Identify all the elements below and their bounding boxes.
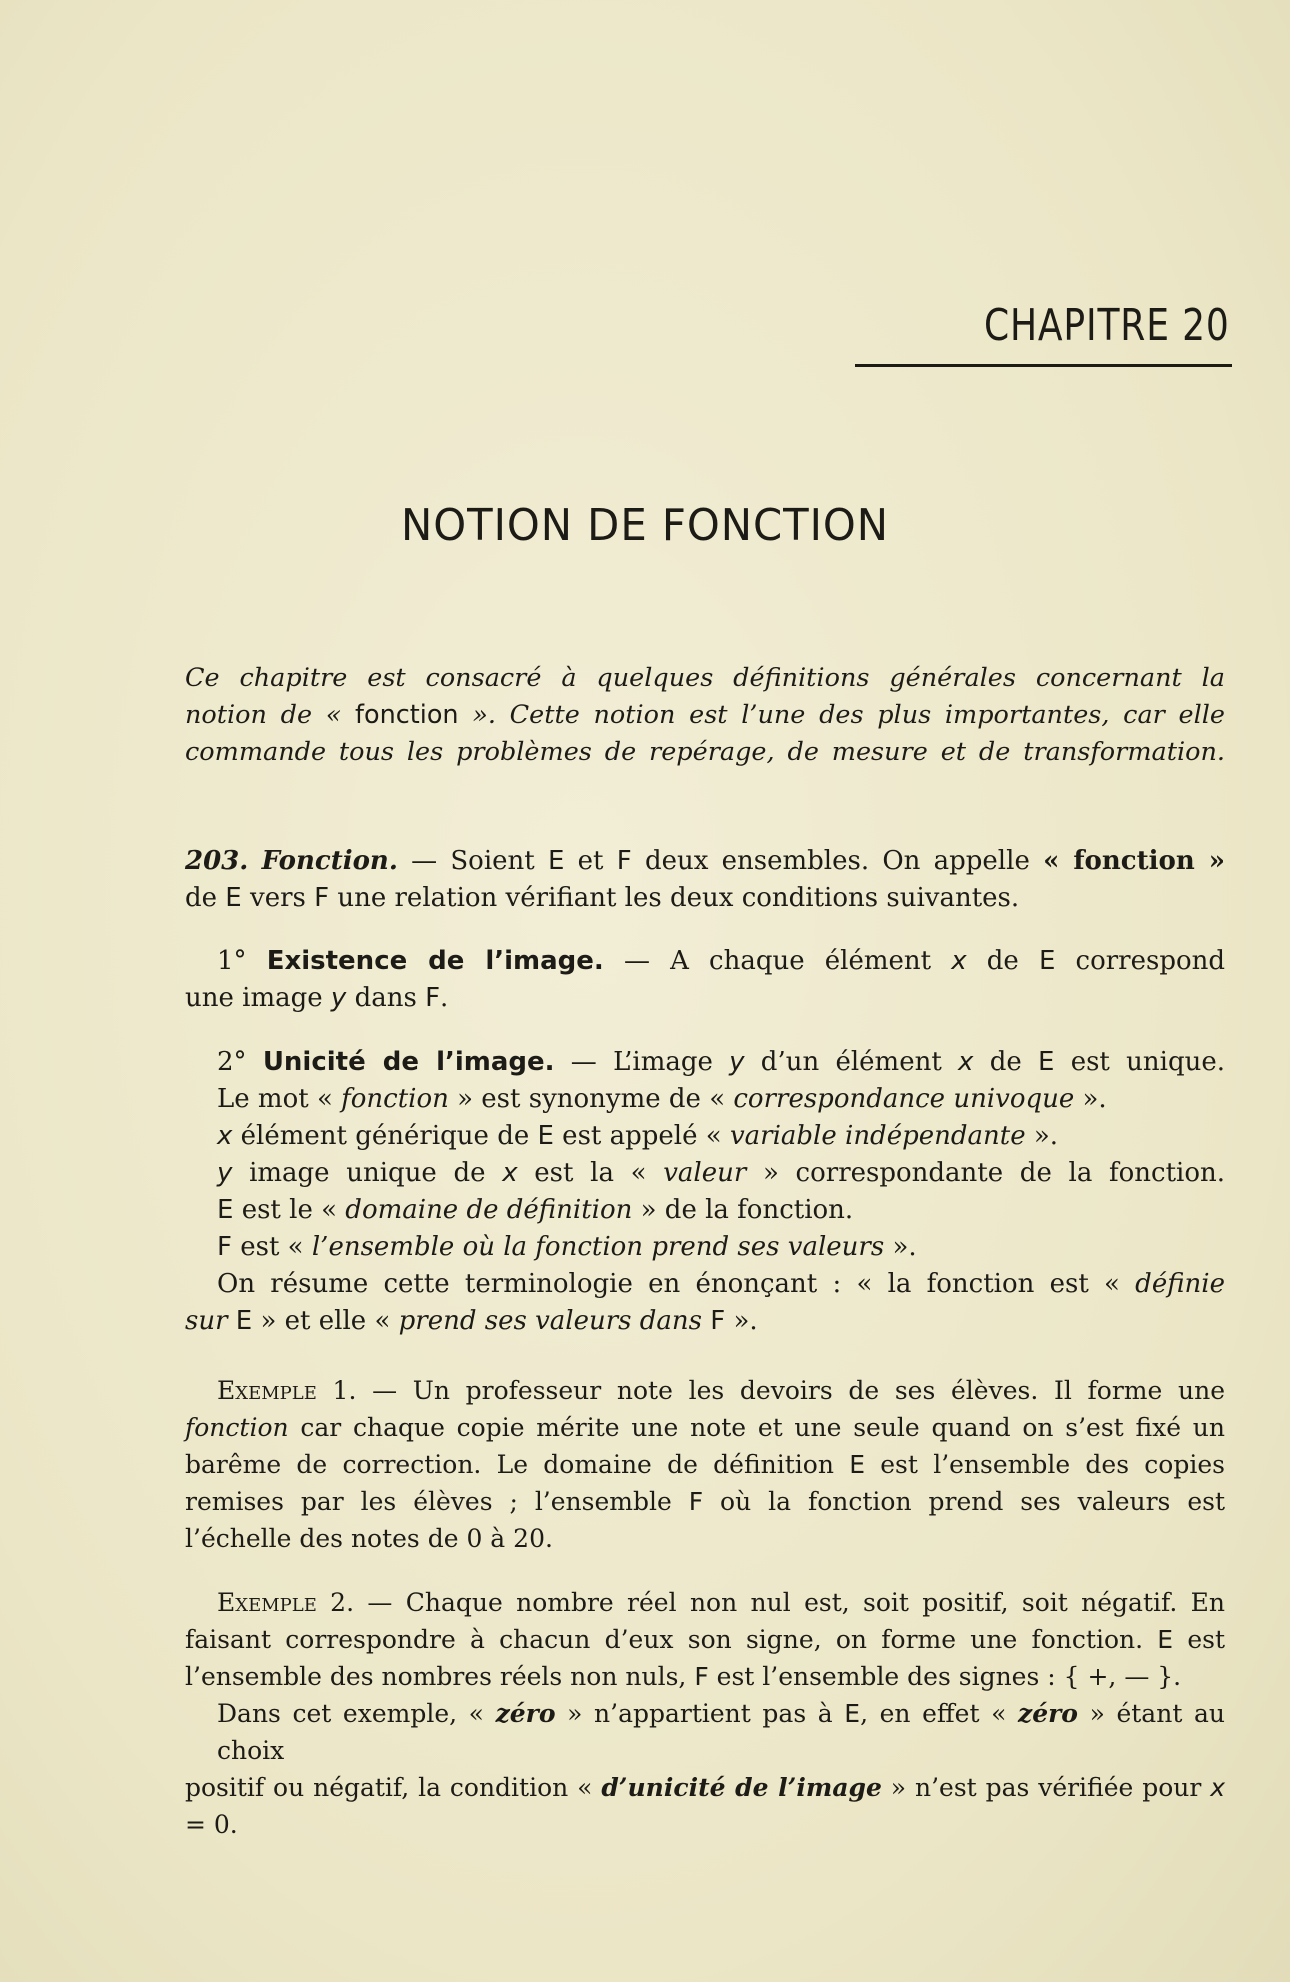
terminology-line [185, 1192, 1225, 1229]
condition-text: d’un élément [744, 1047, 959, 1077]
section-text: de [185, 883, 226, 913]
set-F: F [425, 983, 441, 1013]
example-text: est l’ensemble des signes : [708, 1662, 1064, 1691]
example-1 [185, 1372, 1225, 1557]
terminology-line [185, 1266, 1225, 1303]
set-F: F [616, 846, 632, 876]
chapter-title: NOTION DE FONCTION [401, 500, 889, 551]
example-1-line [185, 1446, 1225, 1483]
var-y: y [729, 1047, 745, 1077]
terminology-line [185, 1303, 1225, 1340]
section-203-line [185, 843, 1225, 880]
var-x: x [1210, 1773, 1225, 1802]
term-text: ». [1025, 1121, 1059, 1151]
term-word: valeur [663, 1158, 747, 1188]
example-label: Exemple 1. [217, 1376, 357, 1405]
example-2-line [185, 1584, 1225, 1621]
condition-number: 1° [217, 946, 247, 976]
condition-2 [185, 1044, 1225, 1340]
set-E: E [1157, 1625, 1174, 1654]
example-text: — Chaque nombre réel non nul est, soit positif, soit négatif. En [354, 1588, 1225, 1617]
example-text: » n’appartient pas à [555, 1699, 845, 1728]
example-text: barême de correction. Le domaine de définition [185, 1450, 850, 1479]
example-text: positif ou négatif, la condition « [185, 1773, 602, 1802]
term-word: sur [185, 1306, 228, 1336]
example-text: où la fonction prend ses valeurs est [703, 1487, 1225, 1516]
example-1-line [185, 1372, 1225, 1409]
section-heading: Fonction. [261, 846, 398, 876]
term-text: image unique de [232, 1158, 503, 1188]
example-2-line [185, 1769, 1225, 1843]
example-1-line: l’échelle des notes de 0 à 20. [185, 1524, 553, 1553]
example-text: = 0. [185, 1810, 238, 1839]
terminology-line [185, 1229, 1225, 1266]
condition-text: — L’image [554, 1047, 730, 1077]
term-word: prend ses valeurs dans [398, 1306, 702, 1336]
term-word: l’ensemble où la fonction prend ses valeurs [311, 1232, 885, 1262]
condition-1-line [185, 980, 1225, 1017]
term-text: ». [884, 1232, 917, 1262]
set-F: F [688, 1487, 704, 1516]
intro-paragraph [185, 660, 1225, 771]
term-text: Le mot « [217, 1084, 342, 1114]
condition-1 [185, 943, 1225, 1017]
section-203-line [185, 880, 1225, 917]
example-text: est [1173, 1625, 1225, 1654]
intro-line [185, 697, 1225, 734]
example-2 [185, 1584, 1225, 1843]
condition-title: Unicité de l’image. [262, 1047, 555, 1077]
example-text: — Un professeur note les devoirs de ses élèves. Il forme une [356, 1376, 1225, 1405]
chapter-label: CHAPITRE 20 [984, 300, 1230, 351]
condition-text: correspond [1055, 946, 1226, 976]
condition-title: Existence de l’image. [266, 946, 604, 976]
condition-text: de [966, 946, 1039, 976]
example-term: d’unicité de l’image [601, 1773, 882, 1802]
set-E: E [217, 1195, 234, 1225]
set-F: F [314, 883, 330, 913]
terminology-line [185, 1155, 1225, 1192]
set-E: E [537, 1121, 554, 1151]
section-text: une relation vérifiant les deux conditions suivantes. [329, 883, 1020, 913]
term-word: variable indépendante [729, 1121, 1026, 1151]
example-text: » étant au choix [217, 1699, 1225, 1765]
var-y: y [217, 1158, 233, 1188]
example-2-line [185, 1695, 1225, 1769]
term-word: correspondance univoque [733, 1084, 1075, 1114]
example-text: remises par les élèves ; l’ensemble [185, 1487, 689, 1516]
condition-text: une image [185, 983, 331, 1013]
var-x: x [951, 946, 967, 976]
term-text: est le « [233, 1195, 346, 1225]
term-text: » est synonyme de « [448, 1084, 734, 1114]
example-text: car chaque copie mérite une note et une seule quand on s’est fixé un [288, 1413, 1225, 1442]
set-F: F [217, 1232, 232, 1262]
term-text: On résume cette terminologie en énonçant : « la fonction est « [217, 1269, 1136, 1299]
example-text: . [1173, 1662, 1182, 1691]
set-E: E [547, 846, 565, 876]
example-1-line [185, 1483, 1225, 1520]
intro-term: fonction [354, 700, 459, 730]
condition-text: de [973, 1047, 1038, 1077]
signs-set: { +, — } [1063, 1662, 1174, 1691]
set-F: F [694, 1662, 709, 1691]
intro-text: notion de « [185, 700, 355, 730]
set-F: F [701, 1306, 726, 1336]
term-text: ». [1074, 1084, 1107, 1114]
chapter-rule [855, 364, 1232, 367]
example-text: » n’est pas vérifiée pour [881, 1773, 1211, 1802]
example-text: est l’ensemble des copies [865, 1450, 1225, 1479]
section-term: « fonction » [1043, 846, 1226, 876]
example-text: Dans cet exemple, « [217, 1699, 496, 1728]
intro-line: Ce chapitre est consacré à quelques définitions générales concernant la [185, 663, 1225, 693]
example-2-line [185, 1658, 1225, 1695]
term-text: » de la fonction. [632, 1195, 854, 1225]
set-E: E [227, 1306, 253, 1336]
terminology-line [185, 1081, 1225, 1118]
term-word: domaine de définition [345, 1195, 633, 1225]
section-text: deux ensembles. On appelle [631, 846, 1044, 876]
example-term: zéro [1018, 1699, 1078, 1728]
term-text: » et elle « [252, 1306, 399, 1336]
example-text: , en effet « [860, 1699, 1019, 1728]
var-x: x [217, 1121, 233, 1151]
term-text: élément générique de [232, 1121, 538, 1151]
section-text: et [564, 846, 617, 876]
example-label: Exemple 2. [217, 1588, 355, 1617]
var-x: x [502, 1158, 518, 1188]
condition-2-line [185, 1044, 1225, 1081]
example-2-line [185, 1621, 1225, 1658]
condition-text: dans [346, 983, 426, 1013]
intro-line: commande tous les problèmes de repérage, de mesure et de transformation. [185, 737, 1225, 767]
set-E: E [1038, 946, 1056, 976]
condition-number: 2° [217, 1047, 247, 1077]
example-text: l’ensemble des nombres réels non nuls, [185, 1662, 695, 1691]
set-E: E [849, 1450, 865, 1479]
term-word: fonction [341, 1084, 449, 1114]
condition-text: est unique. [1054, 1047, 1225, 1077]
section-203 [185, 843, 1225, 917]
example-term: fonction [185, 1413, 289, 1442]
term-text: » correspondante de la fonction. [746, 1158, 1226, 1188]
set-E: E [225, 883, 242, 913]
term-word: définie [1135, 1269, 1225, 1299]
set-E: E [1038, 1047, 1055, 1077]
example-text: faisant correspondre à chacun d’eux son signe, on forme une fonction. [185, 1625, 1158, 1654]
var-x: x [958, 1047, 974, 1077]
condition-1-line [185, 943, 1225, 980]
condition-text: . [440, 983, 449, 1013]
section-text: vers [241, 883, 315, 913]
example-1-line [185, 1409, 1225, 1446]
term-text: est appelé « [553, 1121, 730, 1151]
section-number: 203. [185, 846, 249, 876]
term-text: est la « [517, 1158, 664, 1188]
section-text: — Soient [397, 846, 548, 876]
condition-text: — A chaque élément [603, 946, 952, 976]
term-text: est « [231, 1232, 312, 1262]
var-y: y [330, 983, 347, 1013]
terminology-line [185, 1118, 1225, 1155]
term-text: ». [725, 1306, 758, 1336]
intro-text: ». Cette notion est l’une des plus importantes, car elle [458, 700, 1225, 730]
set-E: E [844, 1699, 861, 1728]
example-term: zéro [495, 1699, 556, 1728]
